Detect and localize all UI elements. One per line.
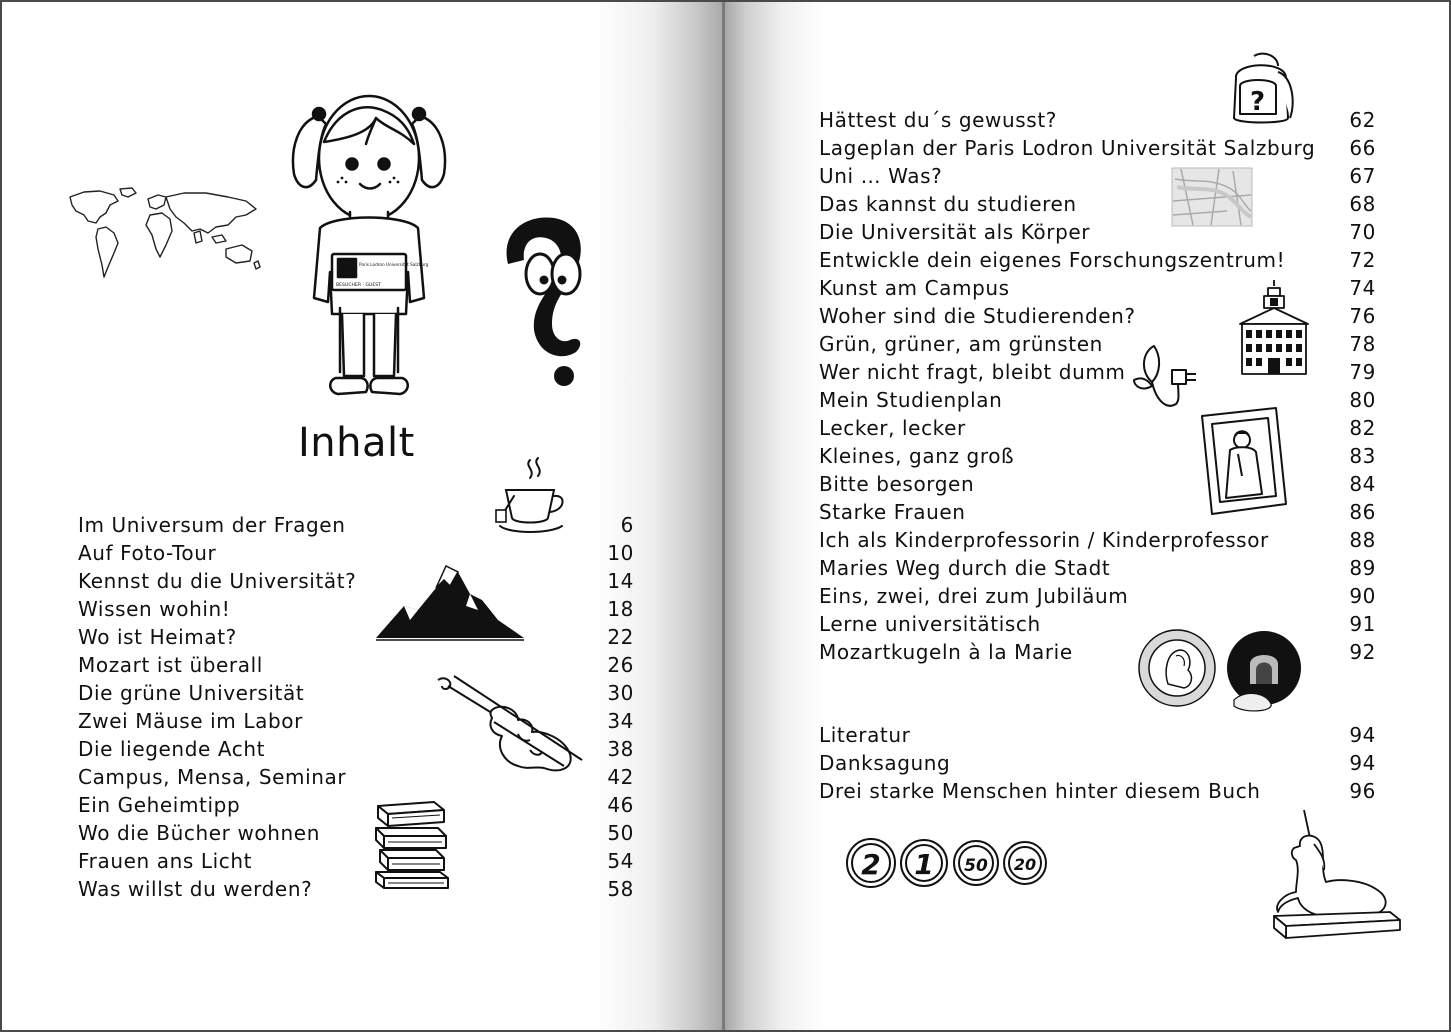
toc-entry[interactable]: Campus, Mensa, Seminar 42 (78, 765, 634, 789)
toc-entry[interactable]: Woher sind die Studierenden? 76 (819, 304, 1376, 328)
world-map-icon (66, 187, 266, 282)
girl-character-icon (290, 88, 448, 404)
toc-entry[interactable]: Drei starke Menschen hinter diesem Buch 96 (819, 779, 1376, 803)
toc-entry[interactable]: Was willst du werden? 58 (78, 877, 634, 901)
toc-entry[interactable]: Frauen ans Licht 54 (78, 849, 634, 873)
toc-title: Inhalt (298, 420, 415, 466)
right-page (724, 2, 1449, 1030)
unicorn-statue-icon (1270, 808, 1404, 946)
toc-entry[interactable]: Lecker, lecker 82 (819, 416, 1376, 440)
toc-entry[interactable]: Hättest du´s gewusst? 62 (819, 108, 1376, 132)
toc-entry[interactable]: Lageplan der Paris Lodron Universität Salzburg 66 (819, 136, 1376, 160)
toc-entry[interactable]: Uni … Was? 67 (819, 164, 1376, 188)
toc-entry[interactable]: Kennst du die Universität? 14 (78, 569, 634, 593)
toc-entry[interactable]: Im Universum der Fragen 6 (78, 513, 634, 537)
toc-list-left (78, 511, 634, 903)
toc-entry[interactable]: Ein Geheimtipp 46 (78, 793, 634, 817)
toc-entry[interactable]: Wo ist Heimat? 22 (78, 625, 634, 649)
toc-entry[interactable]: Wer nicht fragt, bleibt dumm 79 (819, 360, 1376, 384)
svg-text:2: 2 (861, 848, 881, 881)
toc-list-right (819, 106, 1376, 666)
coins-icon (844, 836, 1050, 890)
toc-entry[interactable]: Mozartkugeln à la Marie 92 (819, 640, 1376, 664)
toc-entry[interactable]: Bitte besorgen 84 (819, 472, 1376, 496)
toc-entry[interactable]: Ich als Kinderprofessorin / Kinderprofessor 88 (819, 528, 1376, 552)
toc-entry[interactable]: Die liegende Acht 38 (78, 737, 634, 761)
toc-entry[interactable]: Das kannst du studieren 68 (819, 192, 1376, 216)
left-page (2, 2, 724, 1030)
toc-entry[interactable]: Kunst am Campus 74 (819, 276, 1376, 300)
svg-text:Paris Lodron Universität Salzb: Paris Lodron Universität Salzburg (359, 262, 429, 267)
toc-entry[interactable]: Die grüne Universität 30 (78, 681, 634, 705)
toc-entry[interactable]: Starke Frauen 86 (819, 500, 1376, 524)
toc-entry[interactable]: Eins, zwei, drei zum Jubiläum 90 (819, 584, 1376, 608)
toc-entry[interactable]: Literatur 94 (819, 723, 1376, 747)
svg-text:20: 20 (1013, 855, 1037, 874)
toc-entry[interactable]: Die Universität als Körper 70 (819, 220, 1376, 244)
toc-entry[interactable]: Lerne universitätisch 91 (819, 612, 1376, 636)
toc-list-appendix (819, 721, 1376, 805)
toc-entry[interactable]: Auf Foto-Tour 10 (78, 541, 634, 565)
book-gutter (722, 2, 725, 1030)
svg-text:?: ? (1250, 87, 1266, 117)
toc-entry[interactable]: Mein Studienplan 80 (819, 388, 1376, 412)
question-mark-face-icon (496, 212, 588, 388)
toc-entry[interactable]: Maries Weg durch die Stadt 89 (819, 556, 1376, 580)
toc-entry[interactable]: Entwickle dein eigenes Forschungszentrum! 72 (819, 248, 1376, 272)
open-book (2, 2, 1449, 1030)
toc-entry[interactable]: Wissen wohin! 18 (78, 597, 634, 621)
svg-text:50: 50 (964, 856, 988, 876)
toc-entry[interactable]: Wo die Bücher wohnen 50 (78, 821, 634, 845)
toc-entry[interactable]: Grün, grüner, am grünsten 78 (819, 332, 1376, 356)
svg-text:BESUCHER · GUEST: BESUCHER · GUEST (336, 283, 382, 288)
toc-entry[interactable]: Danksagung 94 (819, 751, 1376, 775)
toc-entry[interactable]: Zwei Mäuse im Labor 34 (78, 709, 634, 733)
toc-entry[interactable]: Mozart ist überall 26 (78, 653, 634, 677)
toc-entry[interactable]: Kleines, ganz groß 83 (819, 444, 1376, 468)
svg-text:1: 1 (914, 848, 934, 881)
